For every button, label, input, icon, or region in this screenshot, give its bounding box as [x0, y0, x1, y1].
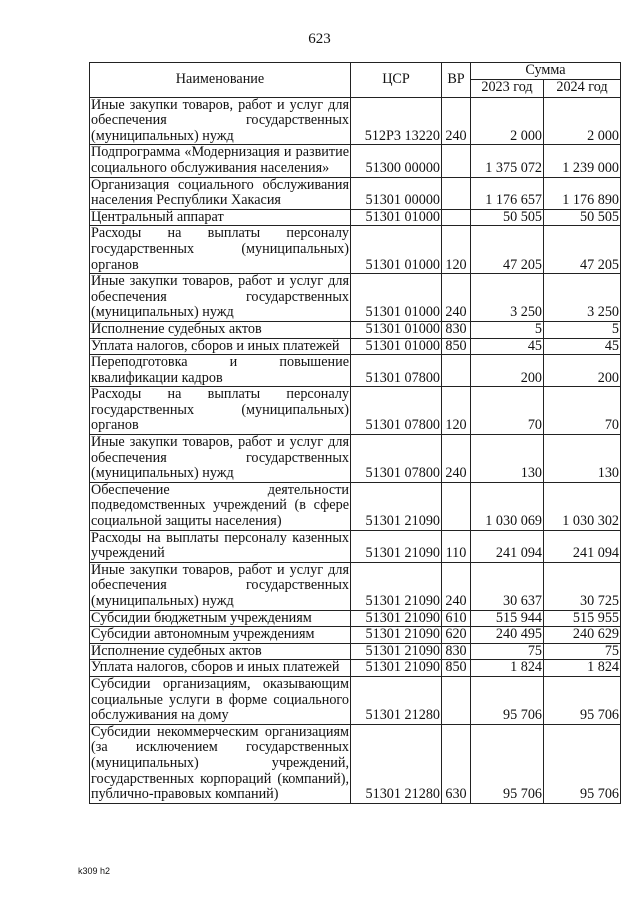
row-sum-2024: 515 955 — [544, 610, 621, 627]
row-vr-code: 830 — [442, 643, 471, 660]
row-vr-code: 110 — [442, 530, 471, 562]
table-header — [90, 63, 621, 98]
row-sum-2023: 30 637 — [471, 562, 544, 610]
row-sum-2023: 95 706 — [471, 724, 544, 803]
row-name: Субсидии некоммерческим организациям (за исключением государственных (муниципальных) учреждений, государственных корпораций (компаний), публично-правовых компаний) — [91, 724, 349, 803]
table-row — [90, 676, 621, 724]
row-sum-2024: 1 239 000 — [544, 145, 621, 177]
row-sum-2023: 50 505 — [471, 209, 544, 226]
row-name: Расходы на выплаты персоналу государственных (муниципальных) органов — [91, 225, 349, 273]
row-csr-code: 51301 01000 — [351, 274, 442, 322]
row-sum-2023: 1 824 — [471, 660, 544, 677]
row-sum-2023: 200 — [471, 355, 544, 387]
row-vr-code: 850 — [442, 338, 471, 355]
row-sum-2023: 1 030 069 — [471, 482, 544, 530]
row-sum-2024: 1 824 — [544, 660, 621, 677]
row-sum-2024: 47 205 — [544, 226, 621, 274]
row-name: Субсидии автономным учреждениям — [90, 627, 351, 644]
row-sum-2024: 240 629 — [544, 627, 621, 644]
row-sum-2023: 515 944 — [471, 610, 544, 627]
table-row — [90, 145, 621, 177]
row-name: Исполнение судебных актов — [90, 643, 351, 660]
row-sum-2024: 241 094 — [544, 530, 621, 562]
row-vr-code: 120 — [442, 226, 471, 274]
table-row — [90, 321, 621, 338]
row-sum-2024: 3 250 — [544, 274, 621, 322]
table-row — [90, 177, 621, 209]
row-sum-2023: 45 — [471, 338, 544, 355]
row-vr-code: 610 — [442, 610, 471, 627]
table-row — [90, 530, 621, 562]
row-name: Субсидии бюджетным учреждениям — [90, 610, 351, 627]
row-vr-code — [442, 177, 471, 209]
footer-code: k309 h2 — [78, 866, 111, 876]
table-row — [90, 643, 621, 660]
row-sum-2024: 95 706 — [544, 676, 621, 724]
row-csr-code: 51301 21280 — [351, 724, 442, 803]
row-vr-code — [442, 209, 471, 226]
row-sum-2023: 75 — [471, 643, 544, 660]
row-vr-code: 620 — [442, 627, 471, 644]
row-name: Центральный аппарат — [90, 209, 351, 226]
row-csr-code: 51301 01000 — [351, 338, 442, 355]
table-row — [90, 355, 621, 387]
row-vr-code: 240 — [442, 97, 471, 145]
row-name: Иные закупки товаров, работ и услуг для обеспечения государственных (муниципальных) нужд — [91, 97, 349, 144]
row-name: Иные закупки товаров, работ и услуг для обеспечения государственных (муниципальных) нужд — [91, 273, 349, 321]
table-row — [90, 387, 621, 435]
row-vr-code: 240 — [442, 435, 471, 483]
row-vr-code: 240 — [442, 274, 471, 322]
row-vr-code: 850 — [442, 660, 471, 677]
table-row — [90, 226, 621, 274]
row-vr-code: 240 — [442, 562, 471, 610]
row-csr-code: 51301 21090 — [351, 482, 442, 530]
page-number: 623 — [308, 31, 331, 47]
table-row — [90, 274, 621, 322]
row-csr-code: 51301 07800 — [351, 387, 442, 435]
row-csr-code: 51301 07800 — [351, 435, 442, 483]
table-row — [90, 724, 621, 803]
row-sum-2024: 2 000 — [544, 97, 621, 145]
table-body — [90, 97, 621, 803]
row-sum-2023: 1 176 657 — [471, 177, 544, 209]
row-sum-2023: 5 — [471, 321, 544, 338]
row-sum-2024: 130 — [544, 435, 621, 483]
row-name: Исполнение судебных актов — [90, 321, 351, 338]
row-sum-2023: 3 250 — [471, 274, 544, 322]
table-row — [90, 562, 621, 610]
row-csr-code: 512Р3 13220 — [351, 97, 442, 145]
row-name: Расходы на выплаты персоналу государственных (муниципальных) органов — [91, 386, 349, 434]
row-name: Организация социального обслуживания населения Республики Хакасия — [91, 177, 349, 209]
row-sum-2024: 45 — [544, 338, 621, 355]
row-vr-code: 630 — [442, 724, 471, 803]
table-row — [90, 482, 621, 530]
row-name: Расходы на выплаты персоналу казенных учреждений — [91, 530, 349, 562]
row-name: Переподготовка и повышение квалификации кадров — [91, 354, 349, 386]
row-csr-code: 51301 01000 — [351, 226, 442, 274]
row-name: Иные закупки товаров, работ и услуг для обеспечения государственных (муниципальных) нужд — [91, 562, 349, 609]
row-sum-2024: 30 725 — [544, 562, 621, 610]
row-sum-2023: 1 375 072 — [471, 145, 544, 177]
row-name: Уплата налогов, сборов и иных платежей — [90, 338, 351, 355]
row-csr-code: 51301 21090 — [351, 530, 442, 562]
header-name: Наименование — [90, 63, 351, 98]
row-vr-code — [442, 145, 471, 177]
budget-table — [89, 62, 621, 804]
row-sum-2023: 130 — [471, 435, 544, 483]
row-sum-2023: 240 495 — [471, 627, 544, 644]
row-name: Иные закупки товаров, работ и услуг для обеспечения государственных (муниципальных) нужд — [91, 434, 349, 482]
row-sum-2024: 1 176 890 — [544, 177, 621, 209]
row-sum-2024: 50 505 — [544, 209, 621, 226]
row-vr-code: 830 — [442, 321, 471, 338]
header-year-2023: 2023 год — [471, 79, 544, 97]
row-sum-2023: 70 — [471, 387, 544, 435]
table-row — [90, 435, 621, 483]
row-sum-2024: 95 706 — [544, 724, 621, 803]
table-row — [90, 338, 621, 355]
row-csr-code: 51301 01000 — [351, 209, 442, 226]
row-csr-code: 51301 21280 — [351, 676, 442, 724]
table-row — [90, 97, 621, 145]
row-csr-code: 51301 21090 — [351, 627, 442, 644]
row-vr-code: 120 — [442, 387, 471, 435]
row-sum-2023: 2 000 — [471, 97, 544, 145]
row-sum-2024: 200 — [544, 355, 621, 387]
header-csr: ЦСР — [351, 63, 442, 98]
table-row — [90, 660, 621, 677]
row-csr-code: 51301 01000 — [351, 321, 442, 338]
header-vr: ВР — [442, 63, 471, 98]
row-sum-2023: 95 706 — [471, 676, 544, 724]
row-sum-2024: 5 — [544, 321, 621, 338]
row-name: Обеспечение деятельности подведомственных учреждений (в сфере социальной защиты населения) — [91, 482, 349, 530]
row-csr-code: 51301 21090 — [351, 660, 442, 677]
row-name: Подпрограмма «Модернизация и развитие социального обслуживания населения» — [91, 144, 349, 176]
row-csr-code: 51301 00000 — [351, 177, 442, 209]
table-row — [90, 209, 621, 226]
row-csr-code: 51301 21090 — [351, 562, 442, 610]
row-name: Субсидии организациям, оказывающим социальные услуги в форме социального обслуживания на дому — [91, 676, 349, 724]
row-name: Уплата налогов, сборов и иных платежей — [90, 660, 351, 677]
row-sum-2024: 1 030 302 — [544, 482, 621, 530]
row-csr-code: 51301 21090 — [351, 610, 442, 627]
row-sum-2024: 75 — [544, 643, 621, 660]
row-sum-2023: 241 094 — [471, 530, 544, 562]
row-vr-code — [442, 355, 471, 387]
table-row — [90, 627, 621, 644]
header-sum: Сумма — [471, 63, 621, 80]
table-row — [90, 610, 621, 627]
row-csr-code: 51301 07800 — [351, 355, 442, 387]
row-sum-2023: 47 205 — [471, 226, 544, 274]
row-vr-code — [442, 482, 471, 530]
header-year-2024: 2024 год — [544, 79, 621, 97]
row-csr-code: 51301 21090 — [351, 643, 442, 660]
row-csr-code: 51300 00000 — [351, 145, 442, 177]
row-sum-2024: 70 — [544, 387, 621, 435]
row-vr-code — [442, 676, 471, 724]
